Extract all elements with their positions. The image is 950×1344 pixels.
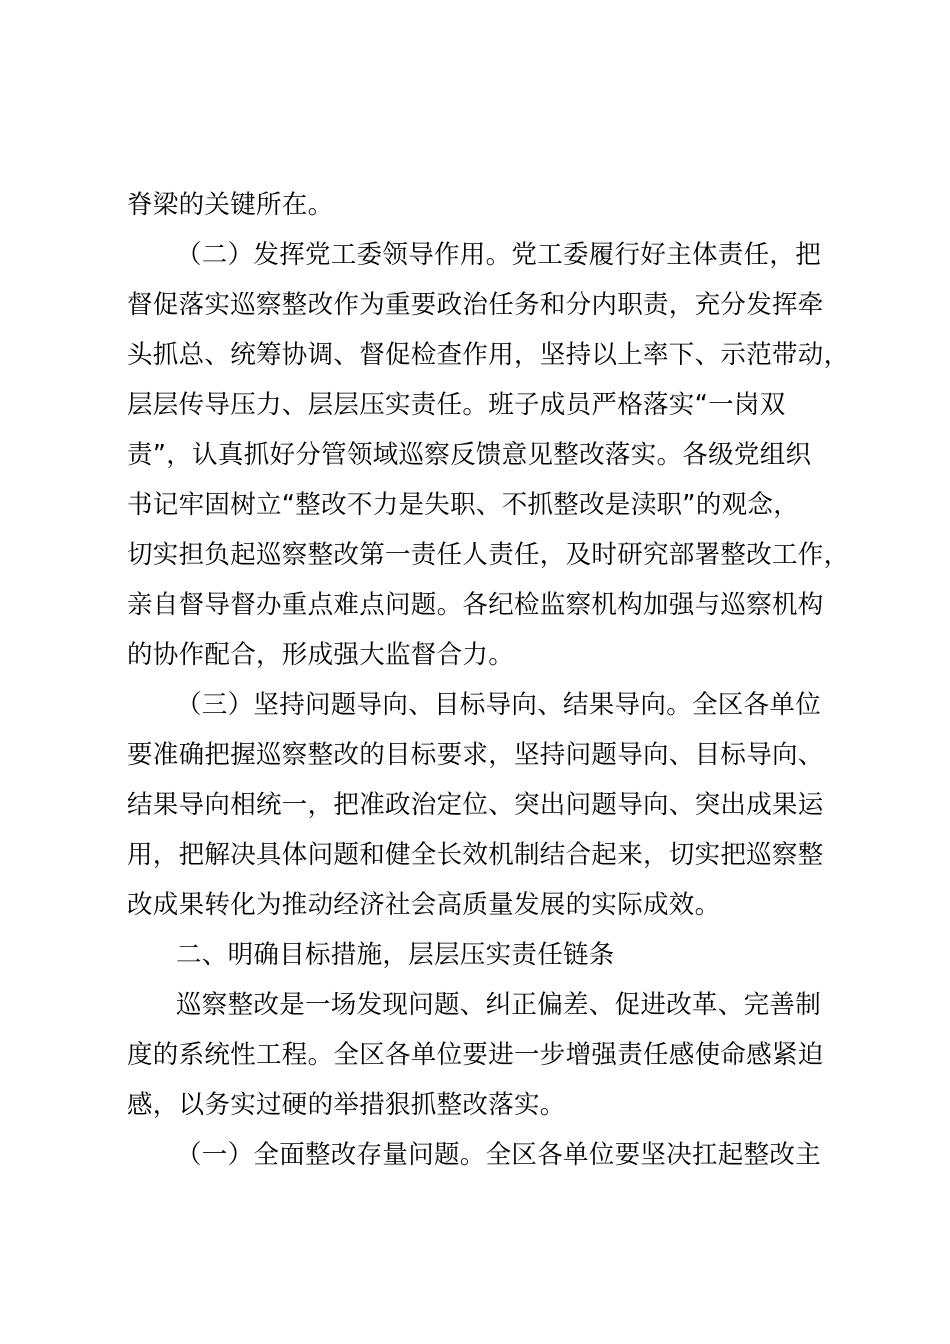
paragraph-line: 脊梁的关键所在。 [127,190,334,220]
paragraph-line: 感，以务实过硬的举措狠抓整改落实。 [127,1090,566,1120]
paragraph-line: 头抓总、统筹协调、督促检查作用，坚持以上率下、示范带动， [127,340,850,370]
paragraph-line: 亲自督导督办重点难点问题。各纪检监察机构加强与巡察机构 [127,590,824,620]
paragraph-line: 改成果转化为推动经济社会高质量发展的实际成效。 [127,890,721,920]
section-heading-line: （三）坚持问题导向、目标导向、结果导向。全区各单位 [176,690,822,720]
chapter-heading-line: 二、明确目标措施，层层压实责任链条 [176,940,615,970]
section-heading-line: （二）发挥党工委领导作用。党工委履行好主体责任，把 [176,240,822,270]
paragraph-line: 书记牢固树立“整改不力是失职、不抓整改是渎职”的观念， [127,490,800,520]
paragraph-line: 巡察整改是一场发现问题、纠正偏差、促进改革、完善制 [176,990,822,1020]
paragraph-line: 要准确把握巡察整改的目标要求，坚持问题导向、目标导向、 [127,740,824,770]
paragraph-line: 用，把解决具体问题和健全长效机制结合起来，切实把巡察整 [127,840,824,870]
paragraph-line: 督促落实巡察整改作为重要政治任务和分内职责，充分发挥牵 [127,290,824,320]
paragraph-line: 层层传导压力、层层压实责任。班子成员严格落实“一岗双 [127,390,786,420]
paragraph-line: 的协作配合，形成强大监督合力。 [127,640,515,670]
section-heading-line: （一）全面整改存量问题。全区各单位要坚决扛起整改主 [176,1140,822,1170]
paragraph-line: 切实担负起巡察整改第一责任人责任，及时研究部署整改工作， [127,540,850,570]
paragraph-line: 度的系统性工程。全区各单位要进一步增强责任感使命感紧迫 [127,1040,824,1070]
paragraph-line: 结果导向相统一，把准政治定位、突出问题导向、突出成果运 [127,790,824,820]
paragraph-line: 责”，认真抓好分管领域巡察反馈意见整改落实。各级党组织 [127,440,812,470]
